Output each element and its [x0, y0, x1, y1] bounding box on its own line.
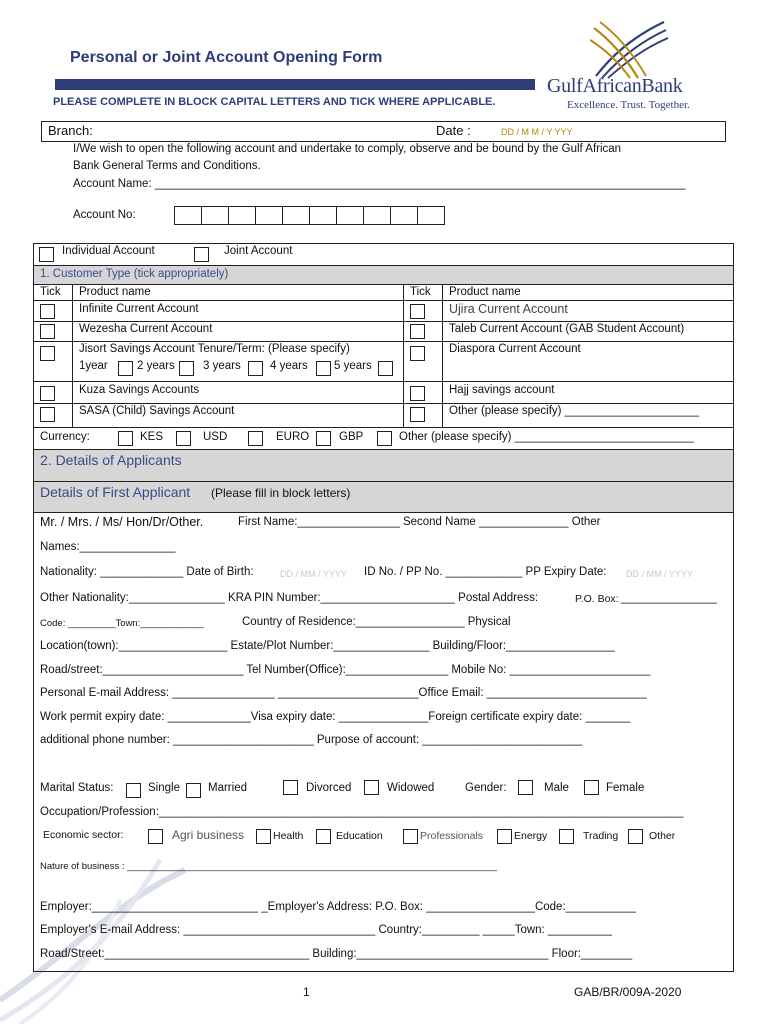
- product-other-field[interactable]: Other (please specify) _____________________: [449, 405, 699, 417]
- id-expiry-line[interactable]: ID No. / PP No. ____________ PP Expiry Date:: [364, 566, 607, 578]
- col-product-right: Product name: [449, 286, 521, 298]
- sector-option: Agri business: [172, 828, 245, 842]
- product-label: Jisort Savings Account Tenure/Term: (Please specify): [79, 343, 350, 355]
- gender-label: Gender:: [465, 782, 507, 794]
- date-input[interactable]: DD / M M / Y YYY: [501, 127, 573, 137]
- tenure-option-label: 4 years: [270, 360, 308, 372]
- marital-option: Married: [208, 782, 247, 794]
- account-no-digit[interactable]: [417, 206, 445, 225]
- individual-account-label: Individual Account: [62, 245, 155, 257]
- nature-of-business-field[interactable]: Nature of business : ______________________________________________________________________: [40, 861, 497, 872]
- product-checkbox[interactable]: [40, 324, 55, 339]
- gender-option: Male: [544, 782, 569, 794]
- account-no-label: Account No:: [73, 209, 136, 221]
- sector-option: Other: [649, 830, 676, 842]
- currency-checkbox[interactable]: [118, 431, 133, 446]
- currency-checkbox[interactable]: [377, 431, 392, 446]
- dob-placeholder[interactable]: DD / MM / YYYY: [280, 569, 347, 579]
- product-label: Infinite Current Account: [79, 303, 199, 315]
- marital-checkbox[interactable]: [364, 780, 379, 795]
- sector-checkbox[interactable]: [148, 829, 163, 844]
- sector-option: Health: [273, 830, 304, 842]
- branch-label: Branch:: [48, 123, 93, 138]
- gender-checkbox[interactable]: [584, 780, 599, 795]
- product-checkbox[interactable]: [40, 386, 55, 401]
- product-checkbox[interactable]: [410, 304, 425, 319]
- account-no-digit[interactable]: [309, 206, 337, 225]
- currency-checkbox[interactable]: [176, 431, 191, 446]
- currency-checkbox[interactable]: [316, 431, 331, 446]
- intro-text-line1: I/We wish to open the following account and undertake to comply, observe and be bound by the Gulf African: [73, 143, 622, 155]
- sector-option: Energy: [514, 830, 548, 842]
- product-label: Wezesha Current Account: [79, 323, 213, 335]
- joint-account-checkbox[interactable]: [194, 247, 209, 262]
- currency-checkbox[interactable]: [248, 431, 263, 446]
- po-box-label: P.O. Box:: [575, 593, 619, 605]
- tenure-option-label: 3 years: [203, 360, 241, 372]
- tenure-checkbox[interactable]: [248, 361, 263, 376]
- title-underline-bar: [55, 79, 535, 90]
- product-label: Hajj savings account: [449, 384, 555, 396]
- employer-line[interactable]: Employer:__________________________ _Employer's Address: P.O. Box: _________________Code:___________: [40, 901, 636, 913]
- account-no-digit[interactable]: [201, 206, 229, 225]
- account-no-digit[interactable]: [363, 206, 391, 225]
- marital-checkbox[interactable]: [283, 780, 298, 795]
- intro-text-line2: Bank General Terms and Conditions.: [73, 160, 261, 172]
- expiry-placeholder[interactable]: DD / MM / YYYY: [626, 569, 693, 579]
- col-product-left: Product name: [79, 286, 151, 298]
- sector-option: Education: [336, 830, 383, 842]
- tenure-option-label: 1year: [79, 360, 108, 372]
- product-label: SASA (Child) Savings Account: [79, 405, 235, 417]
- currency-option: EURO: [276, 431, 310, 443]
- account-no-digit[interactable]: [336, 206, 364, 225]
- tenure-checkbox[interactable]: [179, 361, 194, 376]
- occupation-field[interactable]: Occupation/Profession:__________________________________________________________________________________: [40, 806, 684, 818]
- permit-visa-line[interactable]: Work permit expiry date: _____________Visa expiry date: ______________Foreign certificate expiry date: _______: [40, 711, 631, 723]
- brand-name: GulfAfricanBank: [547, 75, 683, 97]
- product-checkbox[interactable]: [410, 324, 425, 339]
- branch-input[interactable]: [100, 122, 420, 141]
- account-no-digit[interactable]: [282, 206, 310, 225]
- road-tel-line[interactable]: Road/street:______________________ Tel Number(Office):________________ Mobile No: ______________________: [40, 664, 651, 676]
- product-checkbox[interactable]: [40, 407, 55, 422]
- sector-checkbox[interactable]: [256, 829, 271, 844]
- account-no-digit[interactable]: [390, 206, 418, 225]
- form-instruction: PLEASE COMPLETE IN BLOCK CAPITAL LETTERS AND TICK WHERE APPLICABLE.: [53, 96, 496, 108]
- marital-checkbox[interactable]: [186, 783, 201, 798]
- product-checkbox[interactable]: [40, 346, 55, 361]
- product-checkbox[interactable]: [410, 386, 425, 401]
- product-label: Diaspora Current Account: [449, 343, 581, 355]
- first-applicant-heading: Details of First Applicant: [40, 484, 191, 500]
- form-code: GAB/BR/009A-2020: [574, 985, 682, 999]
- employer-road-line[interactable]: Road/Street:________________________________ Building:______________________________ Floor:________: [40, 948, 633, 960]
- economic-sector-label: Economic sector:: [43, 829, 124, 841]
- section1-heading: 1. Customer Type (tick appropriately): [40, 268, 229, 280]
- account-no-digit[interactable]: [228, 206, 256, 225]
- marital-option: Single: [148, 782, 180, 794]
- product-label: Taleb Current Account (GAB Student Account): [449, 323, 685, 335]
- account-no-digit[interactable]: [255, 206, 283, 225]
- code-town-line[interactable]: Code: _________Town:____________: [40, 618, 204, 629]
- po-box-field[interactable]: _______________: [621, 592, 717, 604]
- residence-line[interactable]: Country of Residence:_________________ Physical: [242, 616, 511, 628]
- first-applicant-note: (Please fill in block letters): [211, 486, 351, 500]
- tenure-option-label: 5 years: [334, 360, 372, 372]
- tenure-checkbox[interactable]: [378, 361, 393, 376]
- marital-checkbox[interactable]: [126, 783, 141, 798]
- col-tick-left: Tick: [40, 286, 61, 298]
- names-line[interactable]: First Name:________________ Second Name ______________ Other: [238, 516, 601, 528]
- product-checkbox[interactable]: [410, 407, 425, 422]
- account-name-field[interactable]: Account Name: ___________________________________________________________________________________: [73, 178, 686, 190]
- tenure-checkbox[interactable]: [118, 361, 133, 376]
- currency-option: USD: [203, 431, 228, 443]
- product-checkbox[interactable]: [410, 346, 425, 361]
- gender-checkbox[interactable]: [518, 780, 533, 795]
- marital-label: Marital Status:: [40, 782, 114, 794]
- sector-checkbox[interactable]: [628, 829, 643, 844]
- tenure-option-label: 2 years: [137, 360, 175, 372]
- sector-checkbox[interactable]: [559, 829, 574, 844]
- individual-account-checkbox[interactable]: [39, 247, 54, 262]
- currency-option: GBP: [339, 431, 364, 443]
- section2-heading: 2. Details of Applicants: [40, 452, 182, 468]
- product-checkbox[interactable]: [40, 304, 55, 319]
- currency-label: Currency:: [40, 431, 90, 443]
- other-names-field[interactable]: Names:_______________: [40, 541, 176, 553]
- sector-option: Trading: [583, 830, 619, 842]
- sector-option: Professionals: [420, 830, 484, 842]
- account-no-digit[interactable]: [174, 206, 202, 225]
- gender-option: Female: [606, 782, 645, 794]
- employer-email-line[interactable]: Employer's E-mail Address: ______________________________ Country:_________ _____Town: __________: [40, 924, 612, 936]
- email-line[interactable]: Personal E-mail Address: ________________ ______________________Office Email: _________________________: [40, 687, 647, 699]
- currency-option: KES: [140, 431, 164, 443]
- kra-postal-line[interactable]: Other Nationality:_______________ KRA PIN Number:_____________________ Postal Address:: [40, 592, 539, 604]
- col-tick-right: Tick: [410, 286, 431, 298]
- page-number: 1: [303, 985, 310, 999]
- joint-account-label: Joint Account: [224, 245, 293, 257]
- sector-checkbox[interactable]: [403, 829, 418, 844]
- date-label: Date :: [436, 123, 471, 138]
- nationality-dob-line[interactable]: Nationality: _____________ Date of Birth:: [40, 566, 254, 578]
- product-label: Ujira Current Account: [449, 302, 568, 316]
- phone-purpose-line[interactable]: additional phone number: ______________________ Purpose of account: _________________________: [40, 734, 583, 746]
- marital-option: Divorced: [306, 782, 352, 794]
- brand-tagline: Excellence. Trust. Together.: [567, 99, 690, 111]
- product-label: Kuza Savings Accounts: [79, 384, 200, 396]
- currency-other-field[interactable]: Other (please specify) ____________________________: [399, 431, 694, 443]
- location-line[interactable]: Location(town):_________________ Estate/Plot Number:_______________ Building/Floor:_________________: [40, 640, 615, 652]
- marital-option: Widowed: [387, 782, 435, 794]
- sector-checkbox[interactable]: [316, 829, 331, 844]
- title-options[interactable]: Mr. / Mrs. / Ms/ Hon/Dr/Other.: [40, 515, 204, 529]
- tenure-checkbox[interactable]: [316, 361, 331, 376]
- form-title: Personal or Joint Account Opening Form: [70, 49, 383, 66]
- sector-checkbox[interactable]: [497, 829, 512, 844]
- bank-logo-icon: [590, 18, 670, 80]
